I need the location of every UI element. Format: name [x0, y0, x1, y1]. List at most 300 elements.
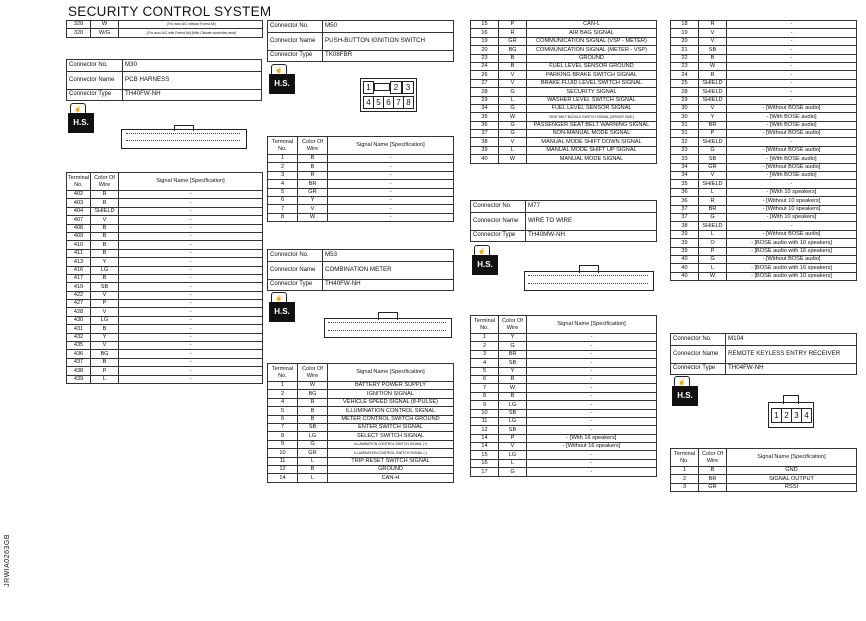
terminal-no: 4 — [471, 359, 499, 367]
signal-name: - — [119, 216, 263, 224]
wire-color: W — [699, 272, 727, 280]
signal-name: VEHICLE SPEED SIGNAL (8-PULSE) — [328, 398, 454, 406]
terminal-no: 439 — [67, 375, 91, 383]
table-row — [671, 255, 857, 263]
terminal-no: 24 — [671, 71, 699, 79]
table-row — [67, 367, 263, 375]
wire-color: SB — [499, 409, 527, 417]
terminal-no: 16 — [471, 459, 499, 467]
terminal-no: 10 — [471, 409, 499, 417]
table-row — [671, 54, 857, 62]
wire-color: B — [699, 54, 727, 62]
terminal-no: 14 — [268, 474, 298, 482]
signal-name: - — [527, 342, 657, 350]
table-row — [671, 113, 857, 121]
wire-color: BR — [499, 350, 527, 358]
table-row — [471, 401, 657, 409]
signal-name: COMMUNICATION SIGNAL (VSP - METER) — [527, 37, 657, 45]
table-row — [471, 88, 657, 96]
table-row — [471, 113, 657, 121]
wire-color: R — [699, 197, 727, 205]
table-row — [671, 475, 857, 483]
wire-color: W — [499, 155, 527, 163]
terminal-no: 10 — [268, 449, 298, 457]
terminal-no: 1 — [471, 334, 499, 342]
terminal-no: 4 — [268, 398, 298, 406]
terminal-no: 34 — [671, 163, 699, 171]
signal-name: - [Without BOSE audio] — [727, 255, 857, 263]
signal-name: FUEL LEVEL SENSOR GROUND — [527, 62, 657, 70]
signal-name: RSSI — [727, 483, 857, 491]
wire-color: L — [298, 457, 328, 465]
terminal-no: 40 — [671, 264, 699, 272]
terminal-no: 23 — [671, 62, 699, 70]
signal-name: - — [527, 367, 657, 375]
wire-color: SHIELD — [91, 207, 119, 215]
wire-color: G — [499, 121, 527, 129]
table-row — [471, 334, 657, 342]
signal-name: - — [727, 46, 857, 54]
wire-color: L — [499, 146, 527, 154]
wire-color: B — [499, 62, 527, 70]
terminal-no: 33 — [671, 146, 699, 154]
terminal-no: 27 — [471, 79, 499, 87]
terminal-no: 32 — [671, 138, 699, 146]
connector-pin: 8 — [403, 96, 414, 109]
terminal-no: 40 — [671, 272, 699, 280]
wire-color: Y — [91, 258, 119, 266]
terminal-no: 23 — [471, 54, 499, 62]
signal-name: - [With 10 speakers] — [727, 188, 857, 196]
table-row — [268, 213, 454, 221]
signal-name: - — [727, 54, 857, 62]
wire-color: V — [298, 205, 328, 213]
terminal-no: 8 — [471, 392, 499, 400]
signal-name: - — [119, 325, 263, 333]
table-row — [471, 434, 657, 442]
table-row — [671, 29, 857, 37]
signal-name: - — [119, 241, 263, 249]
connector-name-value: PCB HARNESS — [123, 71, 262, 89]
table-row — [67, 333, 263, 341]
table-row — [67, 375, 263, 383]
wire-color: L — [298, 474, 328, 482]
terminal-no: 35 — [671, 180, 699, 188]
terminal-no: 39 — [671, 239, 699, 247]
terminal-no: 22 — [671, 54, 699, 62]
wire-color: LG — [499, 451, 527, 459]
terminal-no: 417 — [67, 274, 91, 282]
table-row — [671, 197, 857, 205]
signal-name: - — [119, 316, 263, 324]
connector-pin: 3 — [791, 408, 802, 423]
table-row — [671, 247, 857, 255]
terminal-no: 30 — [671, 104, 699, 112]
signal-name: - — [527, 350, 657, 358]
signal-name: - — [527, 334, 657, 342]
terminal-no: 26 — [471, 71, 499, 79]
signal-name: - — [727, 222, 857, 230]
wire-color: P — [499, 434, 527, 442]
terminal-no: 320 — [67, 21, 91, 29]
table-row — [471, 342, 657, 350]
wire-color: BR — [298, 180, 328, 188]
signal-name: CAN-L — [527, 21, 657, 29]
table-row — [67, 207, 263, 215]
table-row — [268, 432, 454, 440]
wire-color: GR — [699, 163, 727, 171]
wire-color: L — [91, 375, 119, 383]
signal-name: - [With 10 speakers] — [727, 213, 857, 221]
table-row — [471, 37, 657, 45]
table-row — [67, 266, 263, 274]
wire-color: SHIELD — [699, 180, 727, 188]
terminal-no: 431 — [67, 325, 91, 333]
terminal-no: 9 — [471, 401, 499, 409]
terminal-no: 19 — [671, 29, 699, 37]
wire-color: V — [91, 308, 119, 316]
wire-color: G — [499, 104, 527, 112]
connector-pin: 2 — [390, 81, 402, 94]
signal-name: - — [328, 188, 454, 196]
signal-name: - [For auto A/C with Forest Air] [With Climate controlled seat] — [119, 29, 263, 37]
terminal-no: 28 — [471, 88, 499, 96]
signal-name: - [Without 16 speakers] — [527, 443, 657, 451]
terminal-no: 402 — [67, 191, 91, 199]
signal-name: - — [119, 224, 263, 232]
table-row — [671, 205, 857, 213]
table-row — [471, 350, 657, 358]
terminal-no: 40 — [471, 155, 499, 163]
wire-color: P — [91, 367, 119, 375]
terminal-no: 435 — [67, 342, 91, 350]
terminal-no: 6 — [268, 415, 298, 423]
signal-name: MANUAL MODE SIGNAL — [527, 155, 657, 163]
wire-color: BR — [699, 121, 727, 129]
wire-color: W/G — [91, 29, 119, 37]
table-row — [471, 46, 657, 54]
terminal-no: 20 — [471, 46, 499, 54]
signal-name: - [BOSE audio with 10 speakers] — [727, 239, 857, 247]
wire-color: SHIELD — [699, 79, 727, 87]
wire-color: L — [499, 96, 527, 104]
table-row — [671, 96, 857, 104]
signal-name: - [With 16 speakers] — [527, 434, 657, 442]
terminal-no: 410 — [67, 241, 91, 249]
table-row — [67, 274, 263, 282]
wire-color: R — [91, 199, 119, 207]
table-row — [268, 457, 454, 465]
m53-terminal-table: Terminal No. Color Of Wire Signal Name [Specification] 1 W BATTERY POWER SUPPLY 2 BG IGNITION SIGNAL 4 R VEHICLE SPEED SIGNAL (8-PULSE) 5 B ILLUMINATION CONTROL SIGNAL 6 B METER CONTROL SWITCH GROUND 7 SB ENTER SWITCH SIGNAL 8 LG SELECT SWITCH SIGNAL 9 G ILLUMINATION CONTROL SWITCH SIGNAL (+) 10 GR ILLUMINATION CONTROL SWITCH SIGNAL (-) 11 L TRIP RESET SWITCH SIGNAL 12 B GROUND 14 L CAN-H — [267, 363, 454, 483]
terminal-no: 38 — [671, 222, 699, 230]
signal-name: ILLUMINATION CONTROL SWITCH SIGNAL (+) — [328, 440, 454, 448]
table-row — [67, 199, 263, 207]
table-row — [671, 239, 857, 247]
connector-m30-info — [66, 59, 262, 101]
connector-no-value: M30 — [123, 60, 262, 72]
signal-name: - — [328, 155, 454, 163]
terminal-no: 25 — [671, 79, 699, 87]
signal-name: - — [119, 291, 263, 299]
signal-name: - — [119, 199, 263, 207]
table-row — [671, 138, 857, 146]
terminal-no: 37 — [471, 130, 499, 138]
connector-pin: 5 — [373, 96, 384, 109]
wire-color: Y — [699, 113, 727, 121]
wire-color: BG — [91, 350, 119, 358]
wire-color: L — [699, 264, 727, 272]
signal-name: - — [727, 138, 857, 146]
signal-name: ILLUMINATION CONTROL SIGNAL — [328, 407, 454, 415]
table-row — [671, 188, 857, 196]
signal-name: WASHER LEVEL SWITCH SIGNAL — [527, 96, 657, 104]
signal-name: - — [328, 171, 454, 179]
connector-m53-info: Connector No. M53 Connector Name COMBINATION METER Connector Type TH40FW-NH — [267, 249, 454, 291]
terminal-no: 2 — [268, 163, 298, 171]
wire-color: P — [699, 247, 727, 255]
wire-color: B — [91, 232, 119, 240]
connector-pin: 6 — [383, 96, 394, 109]
table-row — [471, 121, 657, 129]
wire-color: B — [91, 274, 119, 282]
wire-color: V — [499, 443, 527, 451]
terminal-no: 34 — [471, 104, 499, 112]
table-row — [671, 264, 857, 272]
table-row — [671, 121, 857, 129]
wire-color: SHIELD — [699, 88, 727, 96]
wire-color: SHIELD — [699, 96, 727, 104]
connector-m50-info: Connector No. M50 Connector Name PUSH-BUTTON IGNITION SWITCH Connector Type TK08FBR — [267, 20, 454, 62]
wire-color: SHIELD — [699, 138, 727, 146]
wire-color: BR — [699, 205, 727, 213]
signal-name: - — [328, 180, 454, 188]
wire-color: L — [699, 230, 727, 238]
table-row — [67, 300, 263, 308]
wire-color: R — [499, 29, 527, 37]
table-row — [67, 358, 263, 366]
harness-side-icon: ☝ H.S. — [472, 245, 498, 275]
table-row — [471, 384, 657, 392]
table-row — [268, 205, 454, 213]
wire-color: R — [91, 191, 119, 199]
wire-color: GR — [298, 449, 328, 457]
page-title: SECURITY CONTROL SYSTEM — [68, 4, 272, 19]
signal-name: - — [119, 350, 263, 358]
terminal-no: 21 — [671, 46, 699, 54]
terminal-no: 430 — [67, 316, 91, 324]
signal-name: METER CONTROL SWITCH GROUND — [328, 415, 454, 423]
wire-color: L — [699, 188, 727, 196]
signal-name: GND — [727, 467, 857, 475]
table-row — [471, 130, 657, 138]
table-row — [67, 216, 263, 224]
signal-name: TRIP RESET SWITCH SIGNAL — [328, 457, 454, 465]
signal-name: BRAKE FLUID LEVEL SWITCH SIGNAL — [527, 79, 657, 87]
terminal-no: 2 — [268, 390, 298, 398]
terminal-no: 15 — [471, 451, 499, 459]
m30-terminal-table: Terminal No. Color Of Wire Signal Name [Specification] 402 R - 403 R - 404 SHIELD - 407 V - 408 B - 409 B - 410 B - 411 B - 413 Y - 416 LG - 417 B - 419 SB - 422 V - 427 P - 428 V - 430 LG - 431 B - 432 Y - 435 V - 436 BG - 437 B - 438 P - 439 L - — [66, 172, 263, 384]
table-row — [471, 96, 657, 104]
terminal-no: 422 — [67, 291, 91, 299]
connector-type-value: TH40FW-NH — [123, 89, 262, 101]
table-row — [671, 172, 857, 180]
table-row — [471, 468, 657, 476]
terminal-no: 7 — [268, 423, 298, 431]
terminal-no: 413 — [67, 258, 91, 266]
signal-name: - [BOSE audio with 16 speakers] — [727, 247, 857, 255]
signal-name: - — [527, 451, 657, 459]
connector-pin: 1 — [363, 81, 374, 94]
terminal-no: 37 — [671, 213, 699, 221]
terminal-no: 36 — [671, 188, 699, 196]
terminal-no: 403 — [67, 199, 91, 207]
table-row — [268, 382, 454, 390]
terminal-no: 29 — [671, 96, 699, 104]
terminal-no: 11 — [471, 417, 499, 425]
connector-m104-info: Connector No. M104 Connector Name REMOTE KEYLESS ENTRY RECEIVER Connector Type TH04FW-NH — [670, 333, 857, 375]
terminal-no: 28 — [671, 88, 699, 96]
table-row — [471, 426, 657, 434]
terminal-no: 39 — [471, 146, 499, 154]
terminal-no: 3 — [268, 171, 298, 179]
table-row — [471, 443, 657, 451]
terminal-no: 31 — [671, 121, 699, 129]
table-row — [67, 258, 263, 266]
wire-color: G — [699, 213, 727, 221]
wire-color: LG — [91, 316, 119, 324]
wire-color: SB — [499, 426, 527, 434]
table-row — [67, 291, 263, 299]
wire-color: BG — [499, 46, 527, 54]
terminal-no: 2 — [471, 342, 499, 350]
signal-name: - [Without BOSE audio] — [727, 130, 857, 138]
terminal-no: 31 — [671, 130, 699, 138]
signal-name: - — [727, 21, 857, 29]
wire-color: SB — [699, 155, 727, 163]
table-row — [268, 163, 454, 171]
terminal-no: 20 — [671, 37, 699, 45]
wire-color: LG — [499, 401, 527, 409]
connector-pin: 3 — [402, 81, 414, 94]
terminal-no: 7 — [471, 384, 499, 392]
table-row — [671, 213, 857, 221]
wire-color: V — [699, 37, 727, 45]
table-row — [671, 272, 857, 280]
signal-name: - [Without BOSE audio] — [727, 230, 857, 238]
signal-name: - — [727, 37, 857, 45]
signal-name: - — [527, 468, 657, 476]
terminal-no: 432 — [67, 333, 91, 341]
m53-continuation-table — [470, 20, 657, 164]
wire-color: G — [499, 468, 527, 476]
wire-color: W — [298, 213, 328, 221]
wire-color: V — [91, 291, 119, 299]
signal-name: FUEL LEVEL SENSOR SIGNAL — [527, 104, 657, 112]
connector-pin: 4 — [363, 96, 374, 109]
table-row — [268, 423, 454, 431]
table-row — [268, 474, 454, 482]
terminal-no: 7 — [268, 205, 298, 213]
signal-name: - — [119, 249, 263, 257]
signal-name: - — [119, 283, 263, 291]
terminal-no: 14 — [471, 443, 499, 451]
signal-name: - — [119, 232, 263, 240]
table-row — [67, 308, 263, 316]
table-row — [268, 171, 454, 179]
wire-color: V — [91, 216, 119, 224]
wire-color: R — [499, 375, 527, 383]
wire-color: L — [499, 459, 527, 467]
terminal-no: 416 — [67, 266, 91, 274]
signal-name: - — [119, 191, 263, 199]
signal-name: - — [527, 417, 657, 425]
table-row — [671, 155, 857, 163]
terminal-no: 12 — [268, 465, 298, 473]
wire-color: O — [699, 239, 727, 247]
wire-color: R — [699, 71, 727, 79]
m50-terminal-table: Terminal No. Color Of Wire Signal Name [Specification] 1 B - 2 B - 3 R - 4 BR - 5 GR - 6 Y - 7 V - 8 W - — [267, 136, 454, 222]
terminal-no: 5 — [471, 367, 499, 375]
table-row — [671, 222, 857, 230]
terminal-no: 407 — [67, 216, 91, 224]
signal-name: PASSENGER SEAT BELT WARNING SIGNAL — [527, 121, 657, 129]
terminal-no: 36 — [471, 121, 499, 129]
document-code: JRWIA0263GB — [4, 534, 11, 587]
signal-name: - — [119, 266, 263, 274]
signal-name: - — [119, 375, 263, 383]
wire-color: R — [699, 21, 727, 29]
connector-name-label: Connector Name — [67, 71, 123, 89]
table-row — [268, 188, 454, 196]
wire-color: GR — [298, 188, 328, 196]
wire-color: V — [499, 138, 527, 146]
terminal-no: 4 — [268, 180, 298, 188]
connector-no-label: Connector No. — [67, 60, 123, 72]
terminal-no: 16 — [471, 29, 499, 37]
terminal-no: 36 — [671, 197, 699, 205]
signal-name: ILLUMINATION CONTROL SWITCH SIGNAL (-) — [328, 449, 454, 457]
terminal-no: 40 — [671, 255, 699, 263]
signal-name: - — [119, 258, 263, 266]
signal-name: AIR BAG SIGNAL — [527, 29, 657, 37]
wire-color: B — [298, 155, 328, 163]
wire-color: SB — [499, 359, 527, 367]
terminal-no: 37 — [671, 205, 699, 213]
table-row — [67, 316, 263, 324]
terminal-no: 437 — [67, 358, 91, 366]
wire-color: P — [499, 21, 527, 29]
wire-color: W — [499, 384, 527, 392]
table-row — [671, 71, 857, 79]
wire-color: W — [699, 62, 727, 70]
table-row — [671, 483, 857, 491]
signal-name: - — [119, 274, 263, 282]
wire-color: Y — [91, 333, 119, 341]
connector-m50-diagram — [360, 78, 417, 112]
connector-pin: 4 — [801, 408, 812, 423]
wire-color: SB — [298, 423, 328, 431]
terminal-no: 5 — [268, 407, 298, 415]
table-row — [471, 146, 657, 154]
signal-name: - [With BOSE audio] — [727, 155, 857, 163]
terminal-no: 9 — [268, 440, 298, 448]
wire-color: P — [91, 300, 119, 308]
m104-terminal-table: Terminal No. Color Of Wire Signal Name [Specification] 1 B GND 2 BR SIGNAL OUTPUT 3 GR RSSI — [670, 448, 857, 492]
terminal-no: 17 — [471, 468, 499, 476]
table-row — [268, 440, 454, 448]
table-row — [268, 180, 454, 188]
signal-name: - — [727, 29, 857, 37]
